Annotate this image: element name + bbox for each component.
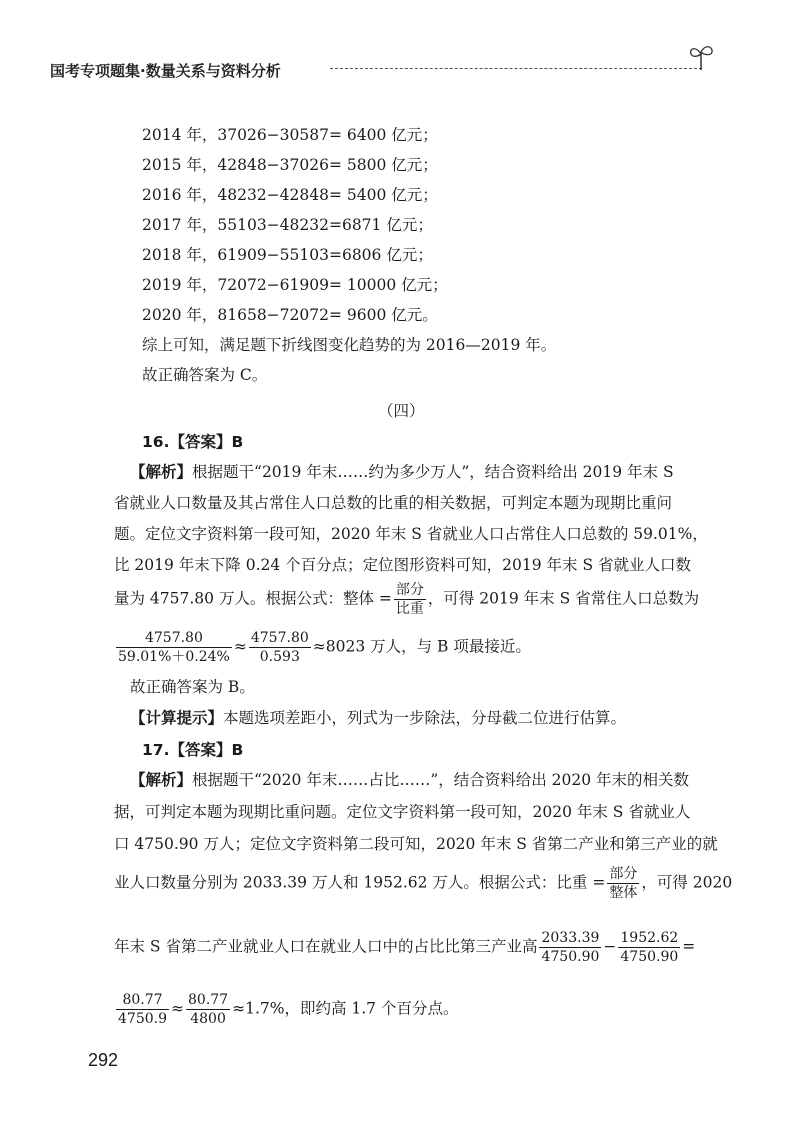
- q16-answer-label: 16.【答案】B: [142, 433, 244, 451]
- calc-line-2018: 2018 年，61909−55103=6806 亿元；: [142, 246, 433, 264]
- q17-eq-f2-den: 4800: [190, 1011, 226, 1027]
- calc-line-2019: 2019 年，72072−61909= 10000 亿元；: [142, 276, 448, 294]
- q17-p5-minus: −: [603, 937, 617, 956]
- q17-formula-den: 整体: [609, 885, 638, 901]
- q16-formula-fraction: [394, 582, 426, 617]
- q16-formula-den: 比重: [395, 601, 424, 617]
- q17-analysis-line-5: [114, 930, 695, 965]
- answer-15: 故正确答案为 C。: [142, 366, 268, 384]
- calc-line-2016: 2016 年，48232−42848= 5400 亿元；: [142, 186, 438, 204]
- header-rule: [330, 68, 702, 69]
- q16-analysis-line-3: 题。定位文字资料第一段可知，2020 年末 S 省就业人口占常住人口总数的 59.01%，: [114, 525, 708, 543]
- q16-eq-approx: ≈: [233, 637, 247, 656]
- q16-eq-f2-den: 0.593: [259, 649, 300, 665]
- q17-p4-b: ，可得 2020: [641, 873, 733, 892]
- q17-p5-fraction-1: [539, 930, 601, 965]
- q16-analysis-line-2: 省就业人口数量及其占常住人口总数的比重的相关数据，可判定本题为现期比重问: [114, 494, 673, 512]
- q17-p1: 根据题干“2020 年末……占比……”，结合资料给出 2020 年末的相关数: [192, 771, 690, 789]
- q16-p5-a: 量为 4757.80 万人。根据公式：整体 =: [114, 589, 392, 608]
- q17-analysis-line-1: [130, 770, 689, 790]
- q17-p5-f1-num: 2033.39: [541, 930, 600, 946]
- q17-formula-num: 部分: [609, 866, 638, 882]
- q16-analysis-line-1: [130, 462, 674, 482]
- q16-analysis-tag: 【解析】: [130, 463, 193, 481]
- q16-eq-f1-num: 4757.80: [116, 630, 232, 648]
- q17-eq-fraction-1: [116, 992, 169, 1027]
- q17-eq-fraction-2: [186, 992, 230, 1027]
- q16-formula-num: 部分: [395, 582, 424, 598]
- q16-p5-b: ，可得 2019 年末 S 省常住人口总数为: [427, 589, 700, 608]
- q16-tip-text: 本题选项差距小，列式为一步除法，分母截二位进行估算。: [223, 709, 627, 727]
- page-number: 292: [88, 1050, 119, 1070]
- q17-p5-f2-den: 4750.90: [620, 949, 679, 965]
- q17-p5-a: 年末 S 省第二产业就业人口在就业人口中的占比比第三产业高: [114, 937, 538, 956]
- q16-analysis-line-4: 比 2019 年末下降 0.24 个百分点；定位图形资料可知，2019 年末 S 省就业人口数: [114, 556, 692, 574]
- q17-analysis-line-3: 口 4750.90 万人；定位文字资料第二段可知，2020 年末 S 省第二产业和第三产业的就: [114, 835, 718, 853]
- q16-equation: [114, 630, 531, 665]
- sprout-icon: [686, 42, 716, 72]
- q17-analysis-line-4: [114, 866, 732, 901]
- q16-eq-f1-den: 59.01%＋0.24%: [118, 649, 230, 665]
- q17-p4-a: 业人口数量分别为 2033.39 万人和 1952.62 万人。根据公式：比重 =: [114, 873, 606, 892]
- q16-eq-f2-num: 4757.80: [250, 630, 309, 646]
- q17-analysis-line-2: 据，可判定本题为现期比重问题。定位文字资料第一段可知，2020 年末 S 省就业人: [114, 803, 691, 821]
- calc-line-2017: 2017 年，55103−48232=6871 亿元；: [142, 216, 433, 234]
- q16-tip: [130, 708, 626, 728]
- q16-p1: 根据题干“2019 年末……约为多少万人”，结合资料给出 2019 年末 S: [192, 463, 674, 481]
- q16-answer: 故正确答案为 B。: [130, 678, 255, 696]
- q16-tip-tag: 【计算提示】: [130, 709, 224, 727]
- q16-eq-fraction-2: [249, 630, 311, 665]
- calc-line-2020: 2020 年，81658−72072= 9600 亿元。: [142, 306, 438, 324]
- q17-p5-fraction-2: [618, 930, 680, 965]
- calc-line-2015: 2015 年，42848−37026= 5800 亿元；: [142, 156, 438, 174]
- q17-p5-f1-den: 4750.90: [541, 949, 600, 965]
- q17-analysis-tag: 【解析】: [130, 771, 193, 789]
- q17-answer-label: 17.【答案】B: [142, 741, 244, 759]
- q17-eq-f1-num: 80.77: [116, 992, 169, 1010]
- page-header: [50, 56, 710, 84]
- q17-formula-fraction: [607, 866, 639, 901]
- q17-eq-tail: ≈1.7%，即约高 1.7 个百分点。: [232, 999, 459, 1018]
- q17-eq-f1-den: 4750.9: [118, 1011, 167, 1027]
- summary-text: 综上可知，满足题下折线图变化趋势的为 2016—2019 年。: [142, 336, 557, 354]
- q16-eq-fraction-1: [116, 630, 232, 665]
- q16-analysis-line-5: [114, 582, 699, 617]
- q16-eq-tail: ≈8023 万人，与 B 项最接近。: [312, 637, 531, 656]
- q17-eq-f2-num: 80.77: [188, 992, 229, 1008]
- header-title: 国考专项题集·数量关系与资料分析: [50, 62, 281, 80]
- q17-p5-equals: =: [682, 937, 696, 956]
- calc-line-2014: 2014 年，37026−30587= 6400 亿元；: [142, 126, 438, 144]
- section-heading: （四）: [378, 402, 425, 420]
- q17-eq-approx: ≈: [171, 999, 184, 1018]
- q17-equation: [114, 992, 458, 1027]
- q17-p5-f2-num: 1952.62: [620, 930, 679, 946]
